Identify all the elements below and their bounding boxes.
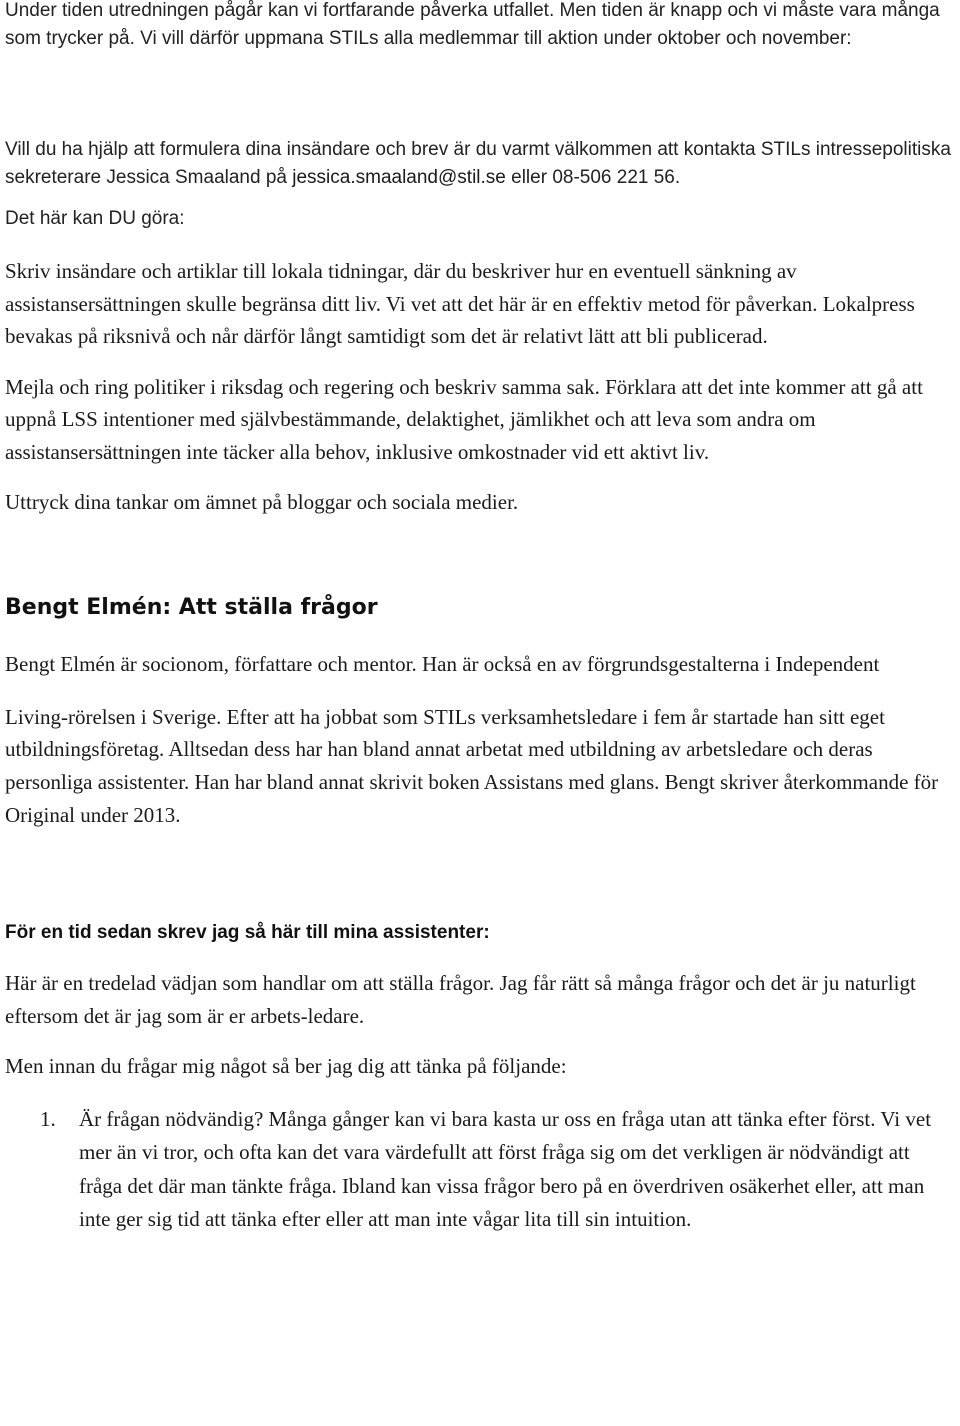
intro-paragraph: Under tiden utredningen pågår kan vi fortfarande påverka utfallet. Men tiden är knapp och vi måste vara många som trycker på. Vi vill därför uppmana STILs alla medlemmar till aktion under oktober och november: (5, 0, 940, 49)
document-page (5, 0, 955, 1237)
actions-paragraph-3: Uttryck dina tankar om ämnet på bloggar och sociala medier. (5, 489, 519, 514)
article-title: Bengt Elmén: Att ställa frågor (5, 595, 378, 621)
article-question-list (5, 1103, 955, 1237)
actions-paragraph-1: Skriv insändare och artiklar till lokala tidningar, där du beskriver hur en eventuell sänkning av assistansersättningen skulle begränsa ditt liv. Vi vet att det här är en effektiv metod för påverkan. Lokalpress bevakas på riksnivå och når därför långt samtidigt som det är relativt lätt att bli publicerad. (5, 259, 915, 349)
article-paragraph-2: Men innan du frågar mig något så ber jag dig att tänka på följande: (5, 1054, 567, 1079)
article-subheading: För en tid sedan skrev jag så här till mina assistenter: (5, 922, 490, 944)
list-item (5, 1103, 955, 1237)
article-bio-1: Bengt Elmén är socionom, författare och mentor. Han är också en av förgrundsgestalterna i Independent (5, 652, 880, 677)
list-item-number: 1. (40, 1106, 56, 1131)
contact-paragraph (5, 136, 955, 192)
contact-text-before: Vill du ha hjälp att formulera dina insändare och brev är du varmt välkommen att kontakta STILs intressepolitiska sekreterare Jessica Smaaland på (5, 139, 951, 188)
article-paragraph-1: Här är en tredelad vädjan som handlar om att ställa frågor. Jag får rätt så många frågor och det är ju naturligt eftersom det är jag som är er arbets-ledare. (5, 971, 916, 1028)
contact-text-after: eller 08-506 221 56. (505, 167, 681, 188)
contact-email-link[interactable]: jessica.smaaland@stil.se (292, 167, 506, 188)
article-bio-2: Living-rörelsen i Sverige. Efter att ha jobbat som STILs verksamhetsledare i fem år startade han sitt eget utbildningsföretag. Alltsedan dess har han bland annat arbetat med utbildning av arbetsledare och deras personliga assistenter. Han har bland annat skrivit boken Assistans med glans. Bengt skriver återkommande för Original under 2013. (5, 704, 939, 827)
list-item-text: Är frågan nödvändig? Många gånger kan vi bara kasta ur oss en fråga utan att tänka efter först. Vi vet mer än vi tror, och ofta kan det vara värdefullt att först fråga sig om det verkligen är nödvändigt att fråga det där man tänkte fråga. Ibland kan vissa frågor bero på en överdriven osäkerhet eller, att man inte ger sig tid att tänka efter eller att man inte vågar lita till sin intuition. (79, 1106, 932, 1232)
actions-paragraph-2: Mejla och ring politiker i riksdag och regering och beskriv samma sak. Förklara att det inte kommer att gå att uppnå LSS intentioner med självbestämmande, delaktighet, jämlikhet och att leva som andra om assistansersättningen inte täcker alla behov, inklusive omkostnader vid ett aktivt liv. (5, 374, 923, 464)
actions-heading: Det här kan DU göra: (5, 208, 185, 229)
